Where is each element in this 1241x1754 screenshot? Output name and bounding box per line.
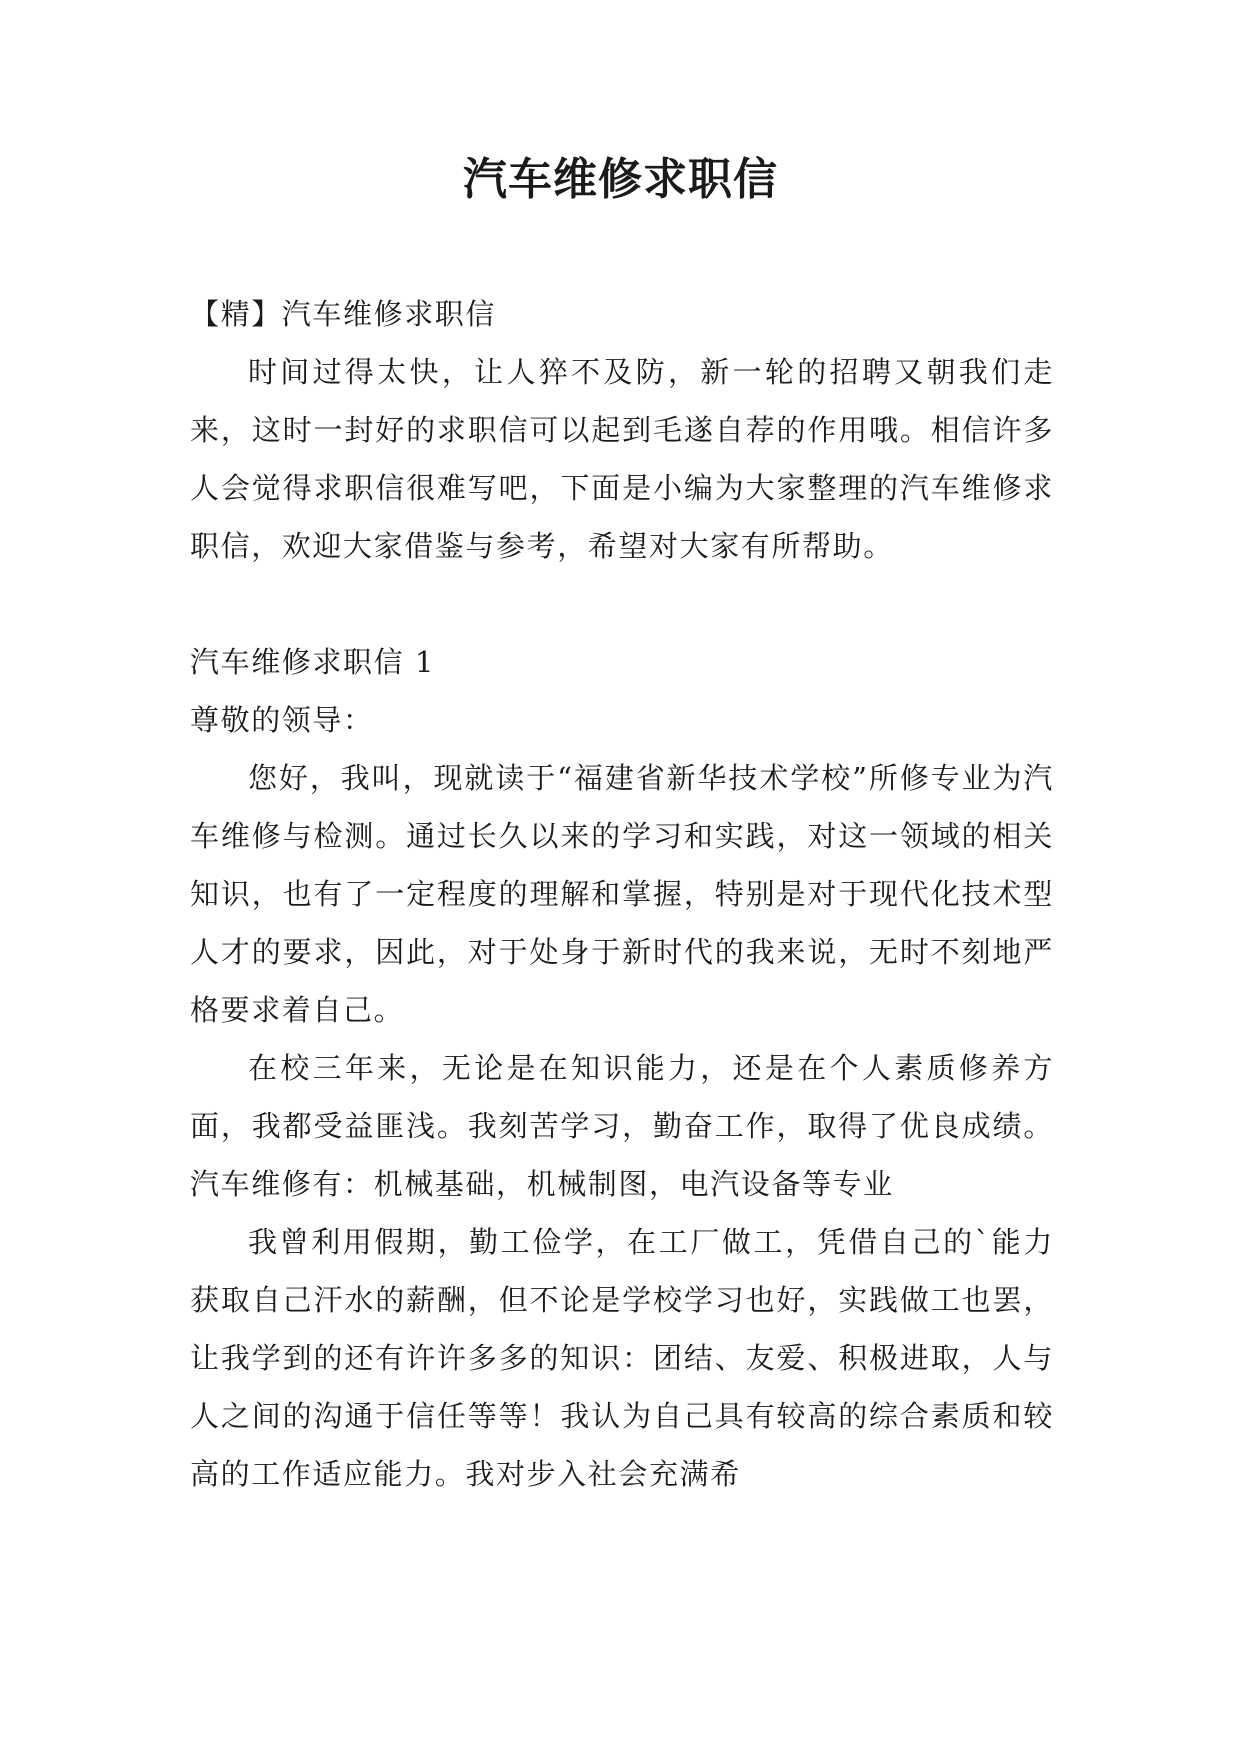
body-paragraph: 您好，我叫，现就读于“福建省新华技术学校”所修专业为汽车维修与检测。通过长久以来的学习和实践，对这一领域的相关知识，也有了一定程度的理解和掌握，特别是对于现代化技术型人才的要求，因此，对于处身于新时代的我来说，无时不刻地严格要求着自己。 [190,761,1054,1027]
intro-paragraph: 时间过得太快，让人猝不及防，新一轮的招聘又朝我们走来，这时一封好的求职信可以起到毛遂自荐的作用哦。相信许多人会觉得求职信很难写吧，下面是小编为大家整理的汽车维修求职信，欢迎大家借鉴与参考，希望对大家有所帮助。 [190,355,1054,563]
document-title: 汽车维修求职信 [463,154,778,205]
body-paragraph: 我曾利用假期，勤工俭学，在工厂做工，凭借自己的`能力获取自己汗水的薪酬，但不论是学校学习也好，实践做工也罢，让我学到的还有许许多多的知识：团结、友爱、积极进取，人与人之间的沟通于信任等等！我认为自己具有较高的综合素质和较高的工作适应能力。我对步入社会充满希 [190,1225,1054,1491]
section-spacer [190,575,1054,633]
document-subtitle: 【精】汽车维修求职信 [190,297,497,331]
salutation: 尊敬的领导： [190,703,374,737]
document-body [190,285,1054,1503]
body-paragraph: 在校三年来，无论是在知识能力，还是在个人素质修养方面，我都受益匪浅。我刻苦学习，勤奋工作，取得了优良成绩。汽车维修有：机械基础，机械制图，电汽设备等专业 [190,1051,1054,1201]
section-heading: 汽车维修求职信 1 [190,645,436,679]
